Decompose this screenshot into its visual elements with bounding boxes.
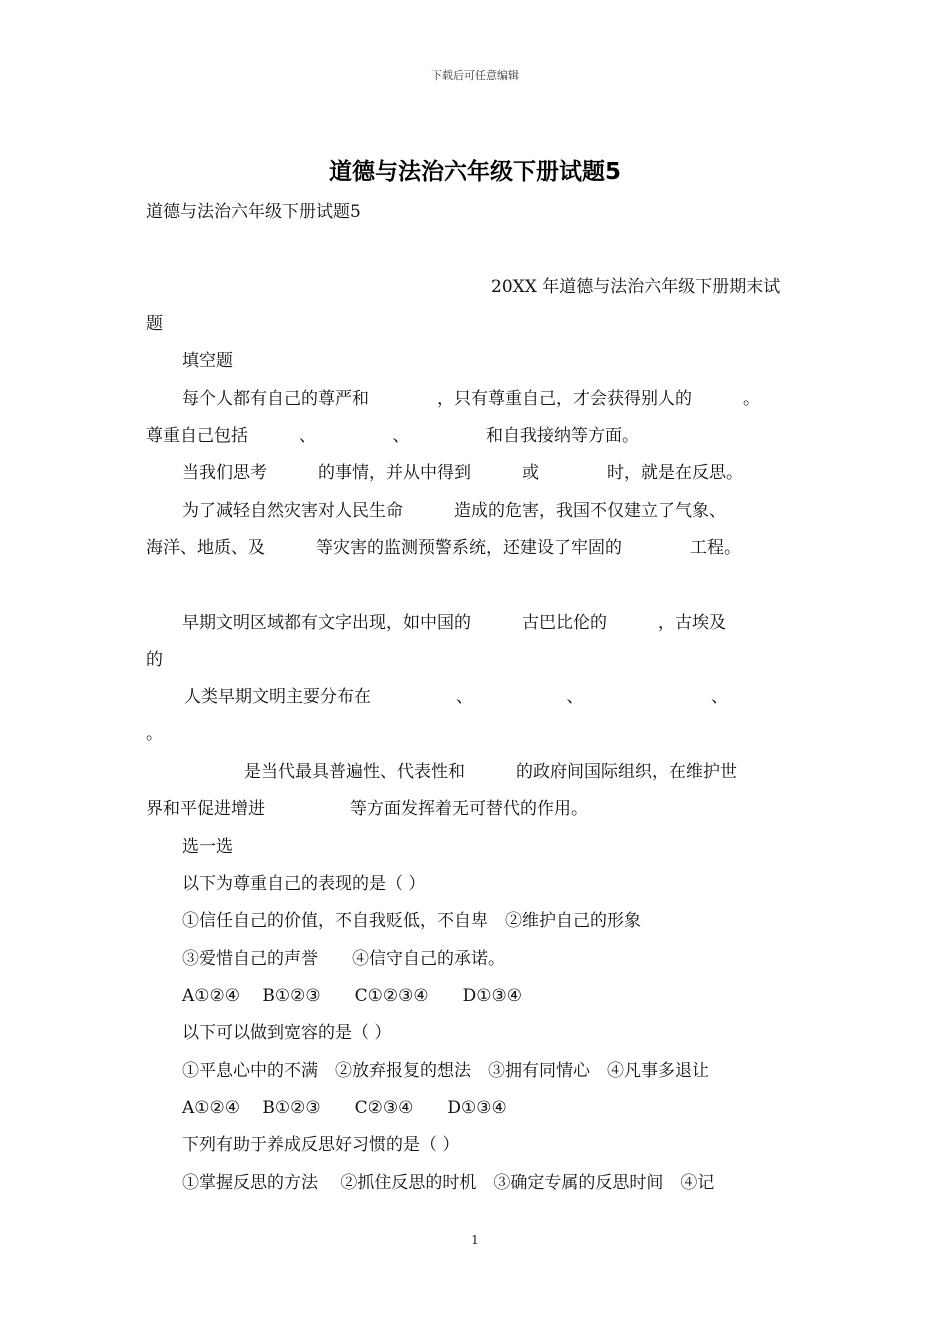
question-line: 的 bbox=[146, 650, 163, 670]
question-line: 每个人都有自己的尊严和 ，只有尊重自己，才会获得别人的 。 bbox=[182, 389, 760, 409]
exam-title-line: 20XX 年道德与法治六年级下册期末试 bbox=[491, 277, 781, 297]
question-line: 人类早期文明主要分布在 、 、 、 bbox=[184, 687, 728, 707]
subtitle-line: 道德与法治六年级下册试题5 bbox=[146, 202, 361, 222]
question-line: 早期文明区域都有文字出现，如中国的 古巴比伦的 ，古埃及 bbox=[182, 613, 726, 633]
question-line: 尊重自己包括 、 、 和自我接纳等方面。 bbox=[146, 426, 639, 446]
exam-title-line-cont: 题 bbox=[146, 314, 163, 334]
page-number: 1 bbox=[471, 1233, 479, 1247]
question-line: 。 bbox=[146, 724, 163, 744]
option-line: ③爱惜自己的声誉 ④信守自己的承诺。 bbox=[182, 949, 505, 969]
page-title: 道德与法治六年级下册试题5 bbox=[328, 159, 621, 185]
question-line: 下列有助于养成反思好习惯的是（ ） bbox=[182, 1135, 460, 1155]
question-line: 海洋、地质、及 等灾害的监测预警系统，还建设了牢固的 工程。 bbox=[146, 538, 741, 558]
section-heading-choice: 选一选 bbox=[182, 837, 233, 857]
header-note: 下载后可任意编辑 bbox=[431, 69, 519, 82]
question-line: 以下为尊重自己的表现的是（ ） bbox=[182, 874, 426, 894]
question-line: 当我们思考 的事情，并从中得到 或 时，就是在反思。 bbox=[182, 463, 743, 483]
option-line: ①平息心中的不满 ②放弃报复的想法 ③拥有同情心 ④凡事多退让 bbox=[182, 1061, 709, 1081]
option-line: ①掌握反思的方法 ②抓住反思的时机 ③确定专属的反思时间 ④记 bbox=[182, 1173, 715, 1193]
option-line: ①信任自己的价值，不自我贬低，不自卑 ②维护自己的形象 bbox=[182, 911, 641, 931]
answer-choices: A①②④ B①②③ C①②③④ D①③④ bbox=[182, 986, 522, 1006]
answer-choices: A①②④ B①②③ C②③④ D①③④ bbox=[182, 1098, 507, 1118]
question-line: 以下可以做到宽容的是（ ） bbox=[182, 1023, 392, 1043]
section-heading-fill-blank: 填空题 bbox=[182, 351, 233, 371]
question-line: 界和平促进增进 等方面发挥着无可替代的作用。 bbox=[146, 799, 588, 819]
question-line: 是当代最具普遍性、代表性和 的政府间国际组织，在维护世 bbox=[244, 762, 737, 782]
question-line: 为了减轻自然灾害对人民生命 造成的危害，我国不仅建立了气象、 bbox=[182, 501, 726, 521]
